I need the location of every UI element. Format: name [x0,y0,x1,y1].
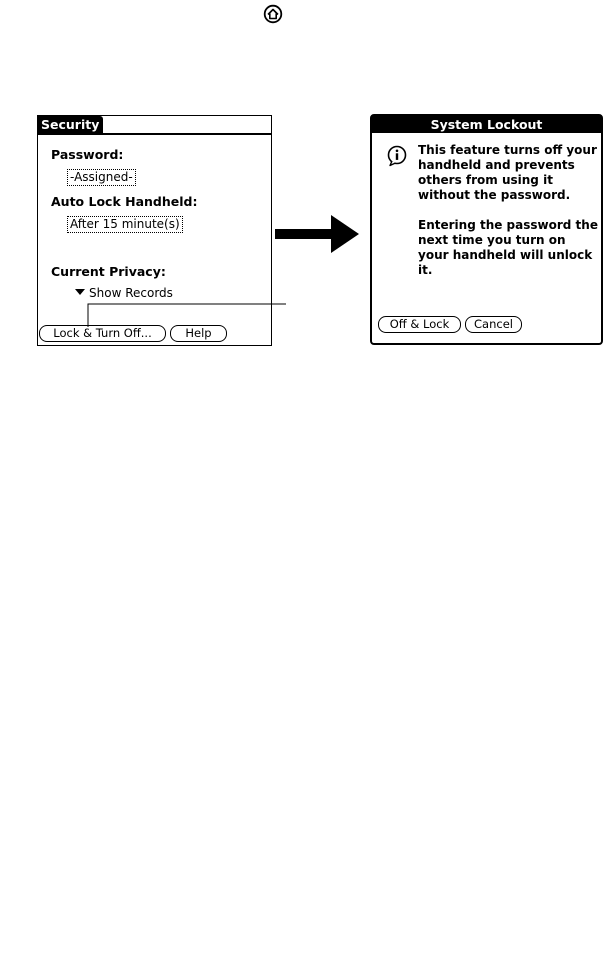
lock-turn-off-button[interactable]: Lock & Turn Off... [39,325,166,342]
system-lockout-dialog [370,114,603,345]
auto-lock-label: Auto Lock Handheld: [51,194,198,209]
right-arrow-icon [275,215,359,253]
cancel-button[interactable]: Cancel [465,316,522,333]
help-button[interactable]: Help [170,325,227,342]
password-label: Password: [51,147,124,162]
dialog-message-line-2: Entering the password the next time you turn on your handheld will unlock it. [418,218,598,277]
off-lock-button[interactable]: Off & Lock [378,316,461,333]
security-title-bar [38,116,271,135]
home-icon [263,4,283,24]
dialog-message [418,143,598,278]
password-field[interactable]: -Assigned- [67,169,136,186]
callout-line [87,303,287,328]
security-title: Security [38,116,103,133]
privacy-dropdown[interactable] [75,286,173,301]
dialog-message-line-1: This feature turns off your handheld and prevents others from using it without the password. [418,143,597,202]
current-privacy-label: Current Privacy: [51,264,166,279]
privacy-dropdown-value: Show Records [89,286,173,300]
dialog-title: System Lockout [372,116,601,133]
auto-lock-field[interactable]: After 15 minute(s) [67,216,183,233]
info-icon [386,145,408,167]
triangle-down-icon [75,289,85,295]
